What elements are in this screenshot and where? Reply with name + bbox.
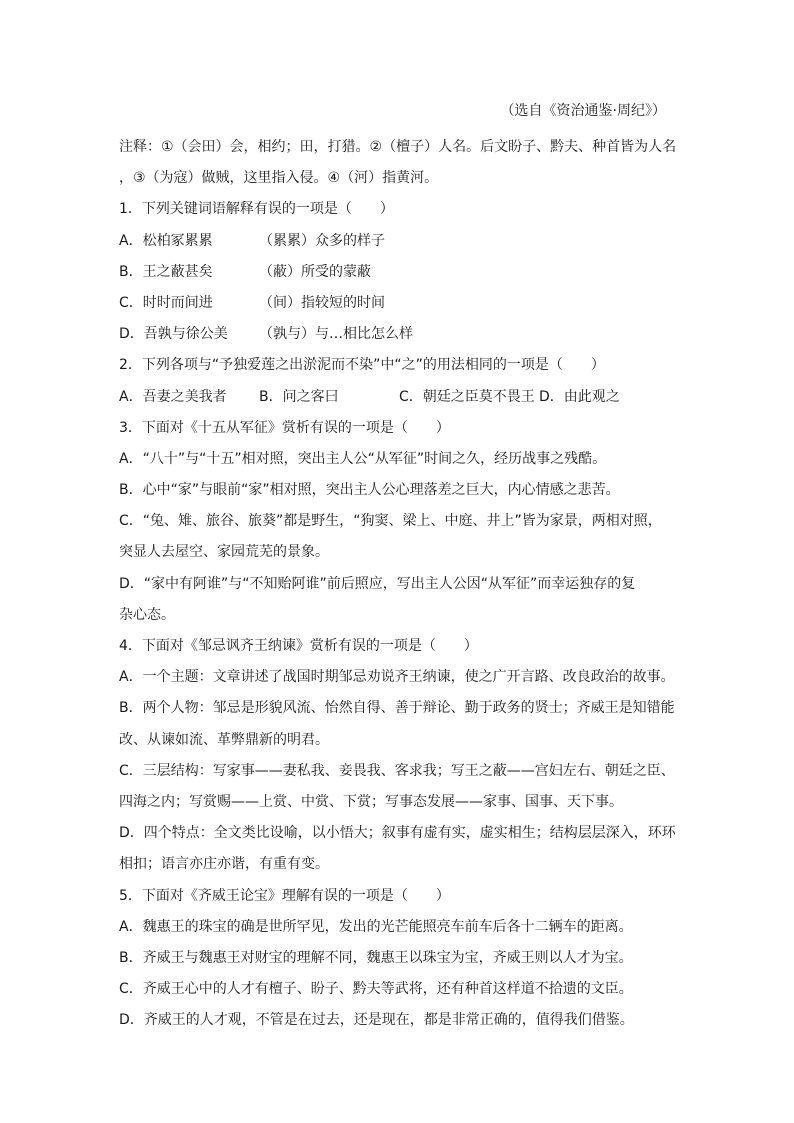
question-1-option-c (119, 288, 679, 319)
question-4-line: D．四个特点：全文类比设喻，以小悟大；叙事有虚有实，虚实相生；结构层层深入，环环 (119, 825, 676, 842)
document-body (119, 132, 679, 1036)
question-4-line: A．一个主题：文章讲述了战国时期邹忌劝说齐王纳谏，使之广开言路、改良政治的故事。 (119, 669, 675, 686)
question-1-option-d (119, 319, 679, 350)
question-4-line: B．两个人物：邹忌是形貌风流、怡然自得、善于辩论、勤于政务的贤士；齐威王是知错能 (119, 700, 675, 717)
question-5-stem: 5．下面对《齐威王论宝》理解有误的一项是（ ） (119, 887, 450, 904)
option-explanation: （孰与）与…相比怎么样 (259, 326, 413, 343)
option-term: B．王之蔽甚矣 (119, 263, 213, 280)
option-explanation: （累累）众多的样子 (259, 232, 385, 249)
question-2-option-a: A．吾妻之美我者 (119, 388, 227, 405)
option-term: C．时时而间进 (119, 294, 213, 311)
question-4-line: C．三层结构：写家事——妻私我、妾畏我、客求我；写王之蔽——宫妇左右、朝廷之臣、 (119, 762, 675, 779)
question-1-stem: 1．下列关键词语解释有误的一项是（ ） (119, 201, 394, 218)
question-3-line: 杂心态。 (119, 606, 175, 623)
question-3-stem: 3．下面对《十五从军征》赏析有误的一项是（ ） (119, 419, 450, 436)
question-5-line: A．魏惠王的珠宝的确是世所罕见，发出的光芒能照亮车前车后各十二辆车的距离。 (119, 918, 633, 935)
question-2-option-d: D．由此观之 (539, 388, 620, 405)
question-3-line: D．“家中有阿谁”与“不知贻阿谁”前后照应，写出主人公因“从军征”而幸运独存的复 (119, 575, 636, 592)
question-4-line: 相扣；语言亦庄亦谐，有重有变。 (119, 856, 329, 873)
question-4-stem: 4．下面对《邹忌讽齐王纳谏》赏析有误的一项是（ ） (119, 638, 478, 654)
question-5-line: C．齐威王心中的人才有檀子、盼子、黔夫等武将，还有种首这样道不拾遗的文臣。 (119, 981, 633, 998)
question-2-options (119, 382, 679, 413)
option-term: A．松柏冢累累 (119, 232, 213, 249)
question-5-line: D．齐威王的人才观，不管是在过去，还是现在，都是非常正确的，值得我们借鉴。 (119, 1012, 634, 1029)
source-citation: （选自《资治通鉴·周纪》） (500, 103, 666, 119)
question-2-option-c: C．朝廷之臣莫不畏王 (399, 388, 535, 405)
question-2-stem: 2．下列各项与“予独爱莲之出淤泥而不染”中“之”的用法相同的一项是（ ） (119, 357, 605, 374)
question-2-option-b: B．问之客曰 (259, 388, 339, 405)
option-explanation: （蔽）所受的蒙蔽 (259, 263, 371, 280)
question-3-line: C．“兔、雉、旅谷、旅葵”都是野生，“狗窦、梁上、中庭、井上”皆为家景，两相对照， (119, 513, 662, 530)
option-term: D．吾孰与徐公美 (119, 326, 228, 343)
question-4-line: 四海之内；写赏赐——上赏、中赏、下赏；写事态发展——家事、国事、天下事。 (119, 793, 623, 810)
question-3-line: 突显人去屋空、家园荒芜的景象。 (119, 544, 329, 561)
note-line: 注释：①（会田）会，相约；田，打猎。②（檀子）人名。后文盼子、黔夫、种首皆为人名 (119, 139, 677, 155)
question-4-line: 改、从谏如流、革弊鼎新的明君。 (119, 731, 329, 748)
question-5-line: B．齐威王与魏惠王对财宝的理解不同，魏惠王以珠宝为宝，齐威王则以人才为宝。 (119, 949, 633, 966)
question-1-option-a (119, 226, 679, 257)
note-line: ，③（为寇）做贼，这里指入侵。④（河）指黄河。 (119, 170, 439, 187)
question-1-option-b (119, 257, 679, 288)
question-3-line: A．“八十”与“十五”相对照，突出主人公“从军征”时间之久，经历战事之残酷。 (119, 450, 607, 467)
option-explanation: （间）指较短的时间 (259, 294, 385, 311)
question-3-line: B．心中“家”与眼前“家”相对照，突出主人公心理落差之巨大，内心情感之悲苦。 (119, 482, 620, 499)
